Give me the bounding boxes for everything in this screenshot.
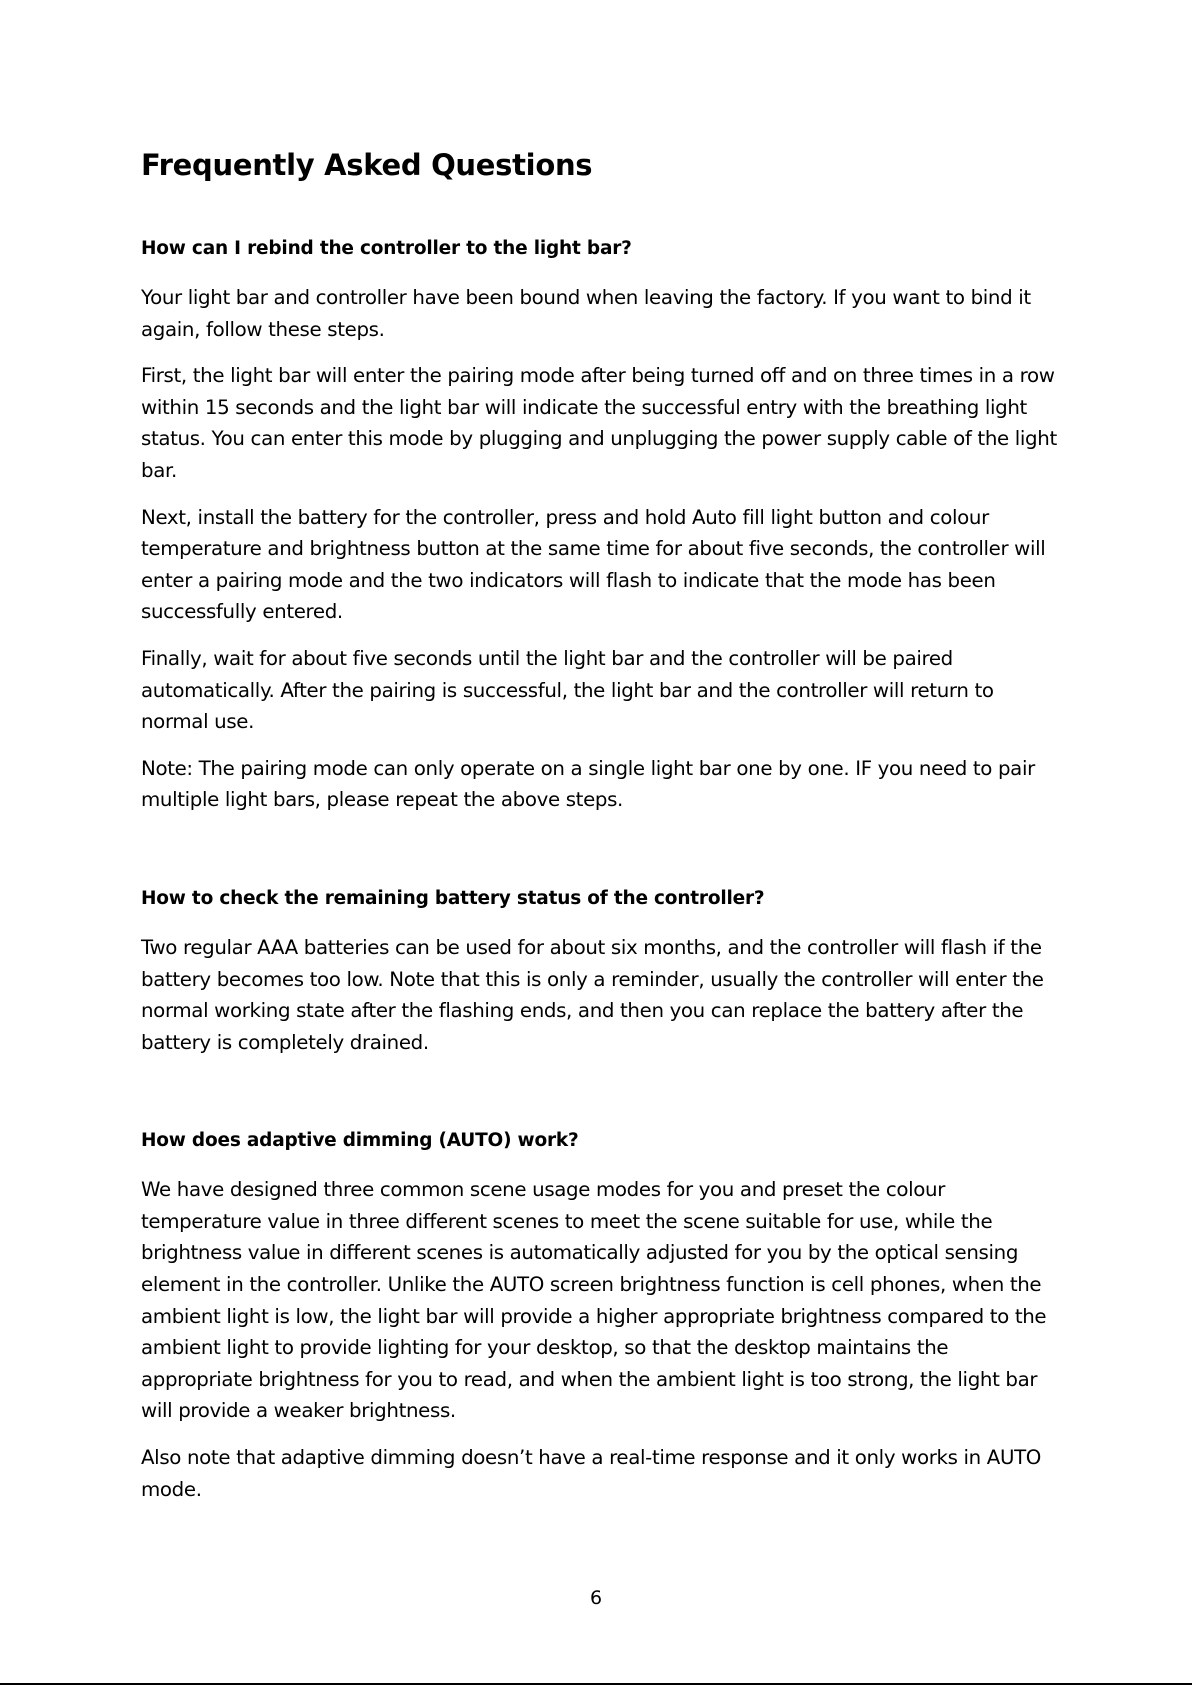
- faq-answer-paragraph: First, the light bar will enter the pairing mode after being turned off and on three times in a row within 15 seconds and the light bar will indicate the successful entry with the breathing light status. You can enter this mode by plugging and unplugging the power supply cable of the light bar.: [141, 364, 1057, 482]
- faq-question: How does adaptive dimming (AUTO) work?: [141, 1130, 579, 1152]
- faq-question: How to check the remaining battery status of the controller?: [141, 887, 765, 909]
- faq-answer-paragraph: Next, install the battery for the controller, press and hold Auto fill light button and colour temperature and brightness button at the same time for about five seconds, the controller will enter a pairing mode and the two indicators will flash to indicate that the mode has been successfully entered.: [141, 505, 1046, 624]
- page-title: Frequently Asked Questions: [141, 148, 593, 182]
- faq-rebind-controller: [141, 236, 1061, 816]
- faq-question: How can I rebind the controller to the light bar?: [141, 238, 632, 259]
- faq-answer-paragraph: Note: The pairing mode can only operate on a single light bar one by one. IF you need to pair multiple light bars, please repeat the above steps.: [141, 756, 1035, 812]
- faq-answer-paragraph: Your light bar and controller have been bound when leaving the factory. If you want to bind it again, follow these steps.: [141, 286, 1031, 341]
- faq-answer-paragraph: Two regular AAA batteries can be used for about six months, and the controller will flash if the battery becomes too low. Note that this is only a reminder, usually the controller will enter the normal working state after the flashing ends, and then you can replace the battery after the battery is completely drained.: [141, 935, 1044, 1054]
- faq-adaptive-dimming: [141, 1128, 1061, 1505]
- page-content: [141, 142, 1061, 1505]
- faq-battery-status: [141, 886, 1061, 1058]
- faq-answer-paragraph: Also note that adaptive dimming doesn’t have a real-time response and it only works in AUTO mode.: [141, 1446, 1042, 1501]
- page-number: 6: [589, 1587, 603, 1609]
- faq-answer-paragraph: Finally, wait for about five seconds until the light bar and the controller will be paired automatically. After the pairing is successful, the light bar and the controller will return to normal use.: [141, 646, 994, 734]
- faq-answer-paragraph: We have designed three common scene usage modes for you and preset the colour temperature value in three different scenes to meet the scene suitable for use, while the brightness value in different scenes is automatically adjusted for you by the optical sensing element in the controller. Unlike the AUTO screen brightness function is cell phones, when the ambient light is low, the light bar will provide a higher appropriate brightness compared to the ambient light to provide lighting for your desktop, so that the desktop maintains the appropriate brightness for you to read, and when the ambient light is too strong, the light bar will provide a weaker brightness.: [141, 1178, 1047, 1423]
